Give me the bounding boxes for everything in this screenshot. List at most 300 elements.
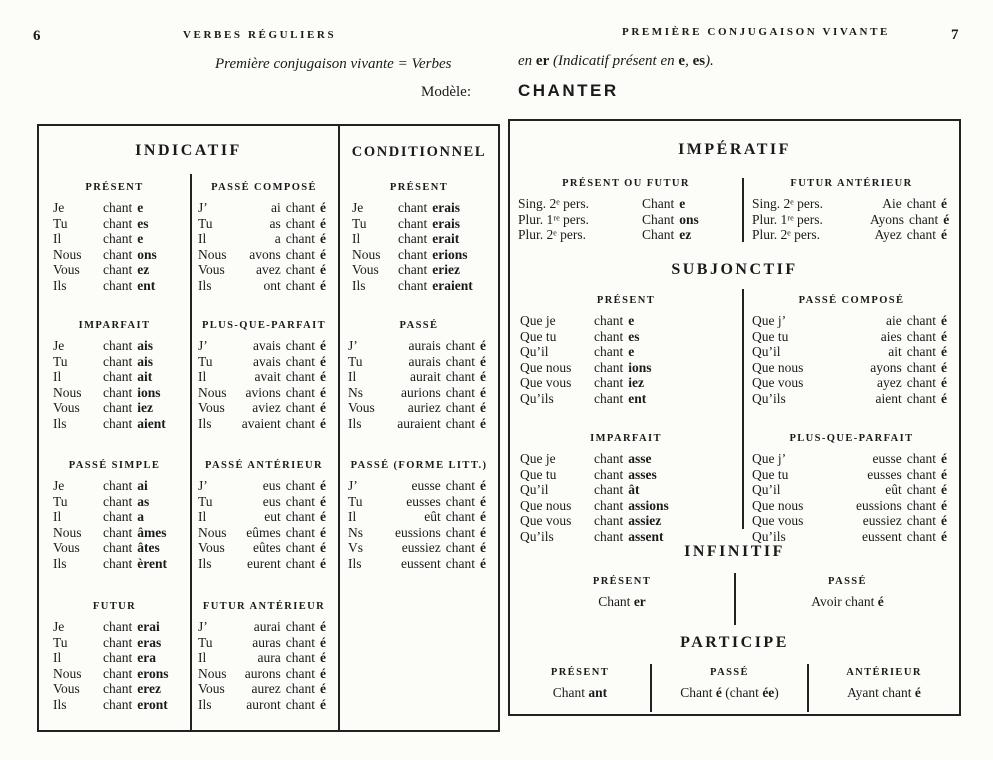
conjugation-row [510, 329, 742, 345]
verb-ending: e [628, 344, 635, 360]
verb-stem: chant [594, 313, 624, 328]
verb-stem: chant [285, 696, 315, 712]
conjugation-row [39, 525, 190, 541]
verb-stem: chant [103, 415, 133, 431]
pronoun: Ns [348, 384, 364, 400]
verb-stem: Chant [642, 227, 675, 243]
auxiliary: aurez [251, 681, 281, 697]
conjugation-row [744, 482, 959, 498]
verb-ending: âtes [137, 540, 160, 556]
conjugation-row [39, 200, 190, 216]
verb-stem: chant [285, 369, 315, 385]
pronoun: Que vous [520, 375, 572, 391]
verb-stem: chant [285, 524, 315, 540]
pronoun: Plur. 2ᵉ pers. [752, 227, 820, 243]
conjugation-row [39, 635, 190, 651]
verb-stem: chant [906, 359, 936, 375]
left-page-box [37, 124, 500, 732]
verb-ending: iez [628, 375, 644, 391]
verb-ending: é [480, 353, 486, 369]
verb-ending: e [137, 200, 144, 215]
auxiliary: avez [256, 262, 281, 278]
verb-ending: ent [628, 390, 647, 406]
pronoun: Ils [198, 415, 212, 431]
conjugation-row [744, 329, 959, 345]
conjugation-row [190, 369, 338, 385]
participe-anterieur-cell [809, 667, 959, 701]
verb-ending: é [480, 509, 486, 525]
pronoun: Ils [198, 277, 212, 293]
pronoun: Que vous [752, 513, 804, 529]
tense-block-futur-anterieur [190, 601, 338, 713]
verb-ending: ât [628, 482, 640, 498]
verb-ending: ez [679, 227, 692, 243]
tense-header: PLUS-QUE-PARFAIT [789, 433, 914, 444]
verb-stem: chant [103, 681, 133, 697]
conjugation-row [510, 391, 742, 407]
pronoun: Vous [53, 540, 80, 556]
plain-text: en [518, 53, 536, 69]
conjugation-row [744, 313, 959, 329]
plain-text: ). [705, 53, 714, 69]
verb-ending: é [480, 493, 486, 509]
conjugation-row [39, 278, 190, 294]
verb-stem: chant [285, 262, 315, 278]
pronoun: Tu [53, 493, 68, 509]
auxiliary: eurent [247, 555, 281, 571]
verb-ending: é [941, 375, 947, 391]
auxiliary: Aie [882, 196, 902, 211]
verb-ending: âmes [137, 524, 167, 540]
auxiliary: eussions [394, 524, 441, 540]
verb-stem: chant [594, 482, 624, 498]
conjugation-row [340, 509, 498, 525]
verb-ending: é [320, 634, 326, 650]
verb-stem: chant [594, 375, 624, 391]
verb-ending: é [320, 215, 326, 231]
verb-stem: chant [103, 200, 133, 215]
verb-ending: ions [628, 359, 652, 375]
verb-stem: chant [103, 540, 133, 556]
verb-ending: assiez [628, 513, 662, 529]
pronoun: J’ [348, 338, 358, 353]
conjugation-row [190, 354, 338, 370]
right-page-number: 7 [951, 27, 959, 43]
conjugation-row [39, 540, 190, 556]
plain-text: (Indicatif présent en [549, 53, 679, 69]
tense-rows [190, 200, 338, 294]
conjugation-row [39, 231, 190, 247]
verb-ending: erais [432, 215, 460, 231]
verb-ending: é [480, 524, 486, 540]
conjugation-row [744, 513, 959, 529]
verb-stem: chant [594, 451, 624, 466]
conjugation-row [340, 540, 498, 556]
pronoun: Il [348, 509, 357, 525]
verb-stem: chant [445, 540, 475, 556]
indicatif-title: INDICATIF [135, 142, 242, 159]
pronoun: Il [198, 509, 207, 525]
verb-ending: erions [432, 246, 468, 262]
pronoun: Sing. 2ᵉ pers. [518, 196, 589, 211]
pronoun: Plur. 1ʳᵉ pers. [752, 211, 823, 227]
pronoun: Il [53, 369, 62, 385]
verb-ending: é [320, 524, 326, 540]
tense-block-cond-passe-litt [340, 460, 498, 572]
auxiliary: as [269, 215, 281, 231]
auxiliary: a [274, 231, 281, 247]
indicatif-section [39, 126, 338, 730]
form-value [809, 685, 959, 701]
conjugation-row [340, 556, 498, 572]
verb-ending: é [941, 390, 947, 406]
auxiliary: aurais [408, 338, 441, 353]
verb-stem: chant [103, 277, 133, 293]
conjugation-row [190, 338, 338, 354]
conjugation-row [744, 467, 959, 483]
tense-rows [190, 619, 338, 713]
verb-ending: é [320, 400, 326, 416]
plain-text: , [685, 53, 693, 69]
pronoun: Nous [198, 524, 227, 540]
pronoun: Je [53, 200, 65, 215]
tense-header: PASSÉ ANTÉRIEUR [205, 460, 323, 471]
pronoun: Que vous [752, 375, 804, 391]
verb-stem: chant [445, 555, 475, 571]
left-running-head: VERBES RÉGULIERS [183, 29, 337, 41]
verb-ending: é [480, 369, 486, 385]
model-verb-title: CHANTER [518, 81, 619, 100]
verb-stem: chant [285, 384, 315, 400]
conjugation-row [340, 416, 498, 432]
tense-block-subj-plus-que-parfait [744, 433, 959, 545]
pronoun: Qu’il [520, 482, 549, 498]
conjugation-row [190, 385, 338, 401]
pronoun: Nous [352, 246, 381, 262]
verb-stem: chant [103, 262, 133, 278]
verb-ending: iez [137, 400, 153, 416]
verb-ending: é [320, 650, 326, 666]
pronoun: Nous [198, 246, 227, 262]
pronoun: Tu [352, 215, 367, 231]
conjugation-row [39, 385, 190, 401]
conjugation-row [340, 354, 498, 370]
verb-ending: é [941, 528, 947, 544]
verb-ending: erait [432, 231, 460, 247]
tense-rows [39, 200, 190, 294]
pronoun: Ils [198, 696, 212, 712]
verb-ending: é [320, 619, 326, 634]
auxiliary: aviez [252, 400, 281, 416]
pronoun: Il [198, 231, 207, 247]
verb-stem: chant [103, 369, 133, 385]
conjugation-row [744, 451, 959, 467]
pronoun: Qu’ils [752, 528, 786, 544]
verb-stem: chant [445, 493, 475, 509]
verb-stem: chant [103, 246, 133, 262]
auxiliary: ont [263, 277, 281, 293]
auxiliary: avais [253, 338, 281, 353]
conjugation-row [39, 400, 190, 416]
verb-stem: chant [906, 466, 936, 482]
auxiliary: Ayez [874, 227, 902, 243]
tense-header: PLUS-QUE-PARFAIT [201, 320, 327, 331]
form-value [736, 594, 959, 610]
tense-rows [340, 478, 498, 572]
verb-stem: chant [594, 344, 624, 360]
verb-stem: chant [285, 619, 315, 634]
tense-block-present [39, 182, 190, 294]
conjugation-row [190, 231, 338, 247]
tense-block-subj-passe-compose [744, 295, 959, 407]
conjugation-row [190, 540, 338, 556]
auxiliary: eussent [401, 555, 441, 571]
verb-ending: a [137, 509, 144, 525]
infinitif-title: INFINITIF [684, 543, 785, 560]
tense-header: PRÉSENT [389, 182, 449, 193]
verb-stem: chant [594, 497, 624, 513]
verb-ending: é [941, 196, 947, 211]
verb-ending: é [941, 513, 947, 529]
conjugation-row [744, 498, 959, 514]
plain-text: (chant [721, 685, 763, 700]
imperatif-title: IMPÉRATIF [678, 141, 791, 158]
pronoun: Que nous [752, 497, 804, 513]
pronoun: Tu [198, 353, 213, 369]
conjugation-row [510, 513, 742, 529]
verb-ending: é [320, 478, 326, 493]
pronoun: Sing. 2ᵉ pers. [752, 196, 823, 211]
conjugation-row [340, 385, 498, 401]
verb-stem: chant [906, 513, 936, 529]
verb-stem: chant [906, 451, 936, 466]
tense-rows [190, 338, 338, 432]
bold-ending-text: er [535, 53, 550, 69]
conjugation-row [39, 697, 190, 713]
verb-ending: ais [137, 353, 154, 369]
tense-rows [190, 478, 338, 572]
infinitif-passe-cell [736, 576, 959, 610]
verb-stem: chant [285, 634, 315, 650]
verb-ending: é [480, 540, 486, 556]
intro-line-left: Première conjugaison vivante = Verbes [215, 56, 452, 72]
pronoun: Ils [53, 555, 67, 571]
bold-ending-text: é [877, 594, 884, 609]
pronoun: Vous [198, 681, 225, 697]
tense-rows [744, 451, 959, 545]
auxiliary: avaient [241, 415, 281, 431]
bold-ending-text: e [678, 53, 686, 69]
verb-ending: ions [137, 384, 161, 400]
verb-ending: é [320, 338, 326, 353]
tense-block-cond-passe [340, 320, 498, 432]
verb-stem: chant [285, 493, 315, 509]
verb-stem: chant [285, 200, 315, 215]
verb-ending: é [320, 277, 326, 293]
verb-stem: chant [285, 215, 315, 231]
subjonctif-title: SUBJONCTIF [671, 261, 798, 278]
verb-ending: asses [628, 466, 657, 482]
verb-ending: ent [137, 277, 156, 293]
pronoun: Vous [53, 681, 80, 697]
conjugation-row [190, 400, 338, 416]
tense-header: ANTÉRIEUR [846, 667, 922, 678]
tense-rows [39, 478, 190, 572]
pronoun: Il [53, 231, 62, 247]
auxiliary: ait [888, 344, 902, 360]
auxiliary: eussions [855, 497, 902, 513]
conjugation-row [744, 391, 959, 407]
verb-stem: chant [103, 231, 133, 247]
plain-text: Ayant chant [847, 685, 915, 700]
conjugation-row [39, 509, 190, 525]
verb-stem: chant [285, 400, 315, 416]
verb-stem: chant [594, 359, 624, 375]
pronoun: J’ [198, 200, 208, 215]
tense-block-subj-imparfait [510, 433, 742, 545]
tense-header: PASSÉ SIMPLE [68, 460, 161, 471]
tense-block-plus-que-parfait [190, 320, 338, 432]
conjugation-row [190, 247, 338, 263]
verb-stem: chant [103, 478, 133, 493]
pronoun: Tu [348, 493, 363, 509]
verb-ending: era [137, 650, 156, 666]
conditionnel-title: CONDITIONNEL [351, 144, 487, 160]
verb-stem: chant [906, 328, 936, 344]
conjugation-row [39, 338, 190, 354]
bold-ending-text: er [633, 594, 646, 609]
pronoun: Plur. 2ᵉ pers. [518, 227, 586, 243]
pronoun: Il [352, 231, 361, 247]
tense-header: PASSÉ [828, 576, 867, 587]
conjugation-row [190, 619, 338, 635]
pronoun: Qu’ils [520, 528, 554, 544]
verb-ending: es [137, 215, 149, 231]
pronoun: Ils [53, 696, 67, 712]
verb-ending: é [941, 497, 947, 513]
verb-stem: chant [103, 509, 133, 525]
conjugation-row [39, 556, 190, 572]
verb-ending: é [941, 482, 947, 498]
form-value [510, 685, 650, 701]
conjugation-row [340, 525, 498, 541]
tense-block-futur [39, 601, 190, 713]
verb-ending: é [941, 359, 947, 375]
conjugation-row [190, 509, 338, 525]
auxiliary: Ayons [870, 211, 905, 227]
pronoun: Tu [53, 634, 68, 650]
pronoun: Il [198, 650, 207, 666]
auxiliary: avons [249, 246, 281, 262]
verb-stem: Chant [642, 211, 675, 227]
auxiliary: aurais [408, 353, 441, 369]
auxiliary: aies [880, 328, 902, 344]
auxiliary: eussiez [401, 540, 441, 556]
verb-stem: chant [285, 650, 315, 666]
verb-stem: chant [285, 555, 315, 571]
verb-stem: chant [103, 696, 133, 712]
tense-header: PRÉSENT [592, 576, 652, 587]
pronoun: Que je [520, 451, 556, 466]
verb-stem: chant [445, 478, 475, 493]
pronoun: Que nous [752, 359, 804, 375]
verb-ending: erons [137, 665, 169, 681]
verb-ending: e [137, 231, 144, 247]
pronoun: J’ [198, 338, 208, 353]
pronoun: Ils [348, 555, 362, 571]
pronoun: Nous [53, 384, 82, 400]
auxiliary: ayez [877, 375, 902, 391]
conjugation-row [39, 494, 190, 510]
verb-stem: chant [906, 196, 936, 211]
pronoun: Ns [348, 524, 364, 540]
auxiliary: ai [271, 200, 281, 215]
verb-stem: chant [103, 353, 133, 369]
verb-ending: é [941, 328, 947, 344]
conjugation-row [510, 482, 742, 498]
pronoun: Tu [53, 215, 68, 231]
verb-stem: chant [594, 466, 624, 482]
verb-stem: chant [103, 524, 133, 540]
pronoun: Que je [520, 313, 556, 328]
verb-ending: é [320, 384, 326, 400]
conjugation-row [340, 231, 498, 247]
conjugation-row [190, 556, 338, 572]
verb-ending: ons [679, 211, 699, 227]
auxiliary: aurions [401, 384, 441, 400]
tense-rows [510, 313, 742, 407]
verb-stem: chant [906, 497, 936, 513]
auxiliary: eût [885, 482, 902, 498]
bold-ending-text: es [692, 53, 706, 69]
pronoun: Je [53, 478, 65, 493]
tense-block-passe-anterieur [190, 460, 338, 572]
pronoun: Ils [53, 277, 67, 293]
tense-header: PASSÉ COMPOSÉ [211, 182, 317, 193]
auxiliary: eussent [862, 528, 902, 544]
conjugation-row [510, 360, 742, 376]
conjugation-row [190, 525, 338, 541]
form-value [652, 685, 807, 701]
conjugation-row [340, 200, 498, 216]
verb-ending: é [320, 493, 326, 509]
auxiliary: avions [245, 384, 281, 400]
pronoun: Nous [198, 384, 227, 400]
conjugation-row [340, 338, 498, 354]
verb-ending: é [941, 227, 947, 243]
verb-ending: é [941, 344, 947, 360]
verb-stem: chant [103, 555, 133, 571]
indicatif-compound-column [190, 126, 338, 730]
conjugation-row [510, 344, 742, 360]
pronoun: Nous [198, 665, 227, 681]
subjonctif-compound-column [744, 121, 959, 714]
verb-stem: chant [594, 513, 624, 529]
modele-label: Modèle: [421, 84, 471, 100]
verb-stem: chant [103, 215, 133, 231]
tense-rows [39, 619, 190, 713]
pronoun: Il [53, 650, 62, 666]
verb-ending: ai [137, 478, 148, 493]
verb-stem: chant [398, 215, 428, 231]
tense-header: FUTUR ANTÉRIEUR [790, 178, 913, 189]
verb-stem: chant [398, 200, 428, 215]
pronoun: Qu’il [752, 482, 781, 498]
pronoun: Que tu [520, 328, 557, 344]
conjugation-row [190, 200, 338, 216]
verb-stem: chant [285, 338, 315, 353]
conjugation-row [190, 494, 338, 510]
